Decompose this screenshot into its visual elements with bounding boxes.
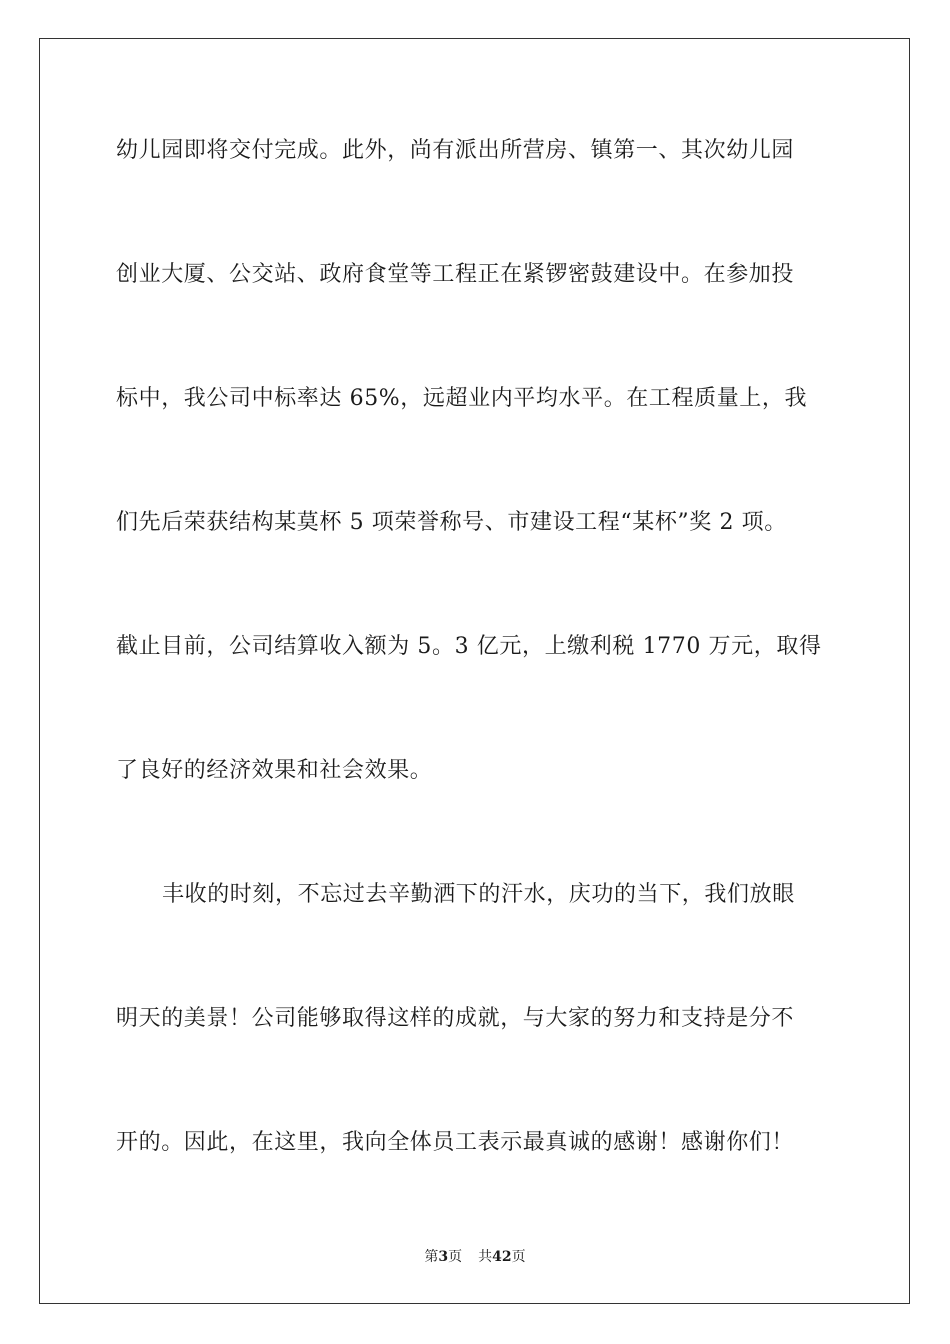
body-text-line: 明天的美景！公司能够取得这样的成就，与大家的努力和支持是分不 xyxy=(116,1006,795,1031)
page-label-suffix: 页 xyxy=(448,1249,463,1265)
total-label-suffix: 页 xyxy=(511,1249,526,1265)
body-text-line: 开的。因此，在这里，我向全体员工表示最真诚的感谢！感谢你们！ xyxy=(116,1130,795,1155)
page-number: 3 xyxy=(438,1249,449,1265)
total-pages: 42 xyxy=(492,1249,512,1265)
page-label-prefix: 第 xyxy=(424,1249,439,1265)
paragraph-first-line: 丰收的时刻，不忘过去辛勤洒下的汗水，庆功的当下，我们放眼 xyxy=(162,882,795,907)
body-text-line: 创业大厦、公交站、政府食堂等工程正在紧锣密鼓建设中。在参加投 xyxy=(116,262,795,287)
total-label-prefix: 共 xyxy=(478,1249,493,1265)
body-text-line: 了良好的经济效果和社会效果。 xyxy=(116,758,433,783)
body-text-line: 们先后荣获结构某莫杯 5 项荣誉称号、市建设工程“某杯”奖 2 项。 xyxy=(116,510,787,535)
page-border xyxy=(39,38,910,1304)
body-text-line: 幼儿园即将交付完成。此外，尚有派出所营房、镇第一、其次幼儿园 xyxy=(116,138,795,163)
body-text-line: 截止目前，公司结算收入额为 5。3 亿元，上缴利税 1770 万元，取得 xyxy=(116,634,822,659)
page-footer xyxy=(0,1247,950,1267)
body-text-line: 标中，我公司中标率达 65%，远超业内平均水平。在工程质量上，我 xyxy=(116,386,808,411)
